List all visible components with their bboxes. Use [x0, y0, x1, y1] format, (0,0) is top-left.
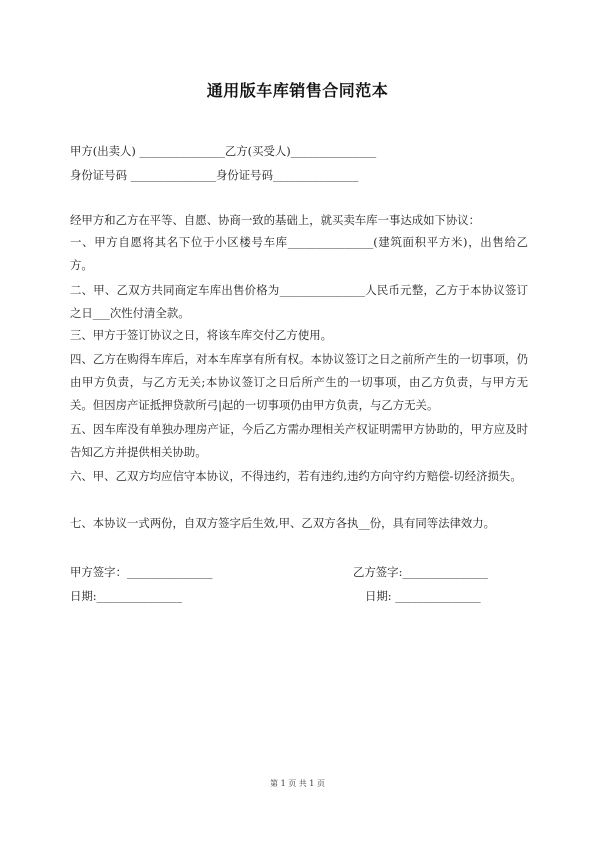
- page-footer: 第 1 页 共 1 页: [270, 779, 325, 788]
- party-line-id-numbers: 身份证号码 _______________身份证号码_______________: [70, 168, 359, 182]
- party-b-signature: 乙方签字:_______________: [353, 565, 488, 579]
- party-b-date: 日期: _______________: [365, 589, 481, 603]
- page-title: 通用版车库销售合同范本: [206, 81, 389, 100]
- clause-5: 五、因车库没有单独办理房产证，今后乙方需办理相关产权证明需甲方协助的，甲方应及时告知乙方并提供相关协助。: [70, 422, 528, 459]
- party-line-names: 甲方(出卖人) _______________乙方(买受人)_______________: [70, 144, 377, 158]
- clause-7: 七、本协议一式两份，自双方签字后生效,甲、乙双方各执__份，具有同等法律效力。: [70, 516, 496, 530]
- clause-1: 一、甲方自愿将其名下位于小区楼号车库_______________(建筑面积平方米)，出售给乙方。: [70, 235, 528, 272]
- clause-2: 二、甲、乙双方共同商定车库出售价格为_______________人民币元整，乙方于本协议签订之日___次性付清全款。: [70, 283, 528, 320]
- party-a-date: 日期:_______________: [70, 589, 183, 603]
- clause-6: 六、甲、乙双方均应信守本协议，不得违约，若有违约,违约方向守约方赔偿-切经济损失。: [70, 469, 522, 483]
- clause-3: 三、甲方于签订协议之日，将该车库交付乙方使用。: [70, 328, 332, 342]
- intro-paragraph: 经甲方和乙方在平等、自愿、协商一致的基础上，就买卖车库一事达成如下协议：: [70, 213, 481, 227]
- clause-4: 四、乙方在购得车库后，对本车库享有所有权。本协议签订之日之前所产生的一切事项，仍由甲方负责，与乙方无关;本协议签订之日后所产生的一切事项，由乙方负责，与甲方无关。但因房产证抵押贷款所弓|起的一切事项仍由甲方负责，与乙方无关。: [70, 352, 528, 412]
- party-a-signature: 甲方签字：_______________: [70, 565, 213, 579]
